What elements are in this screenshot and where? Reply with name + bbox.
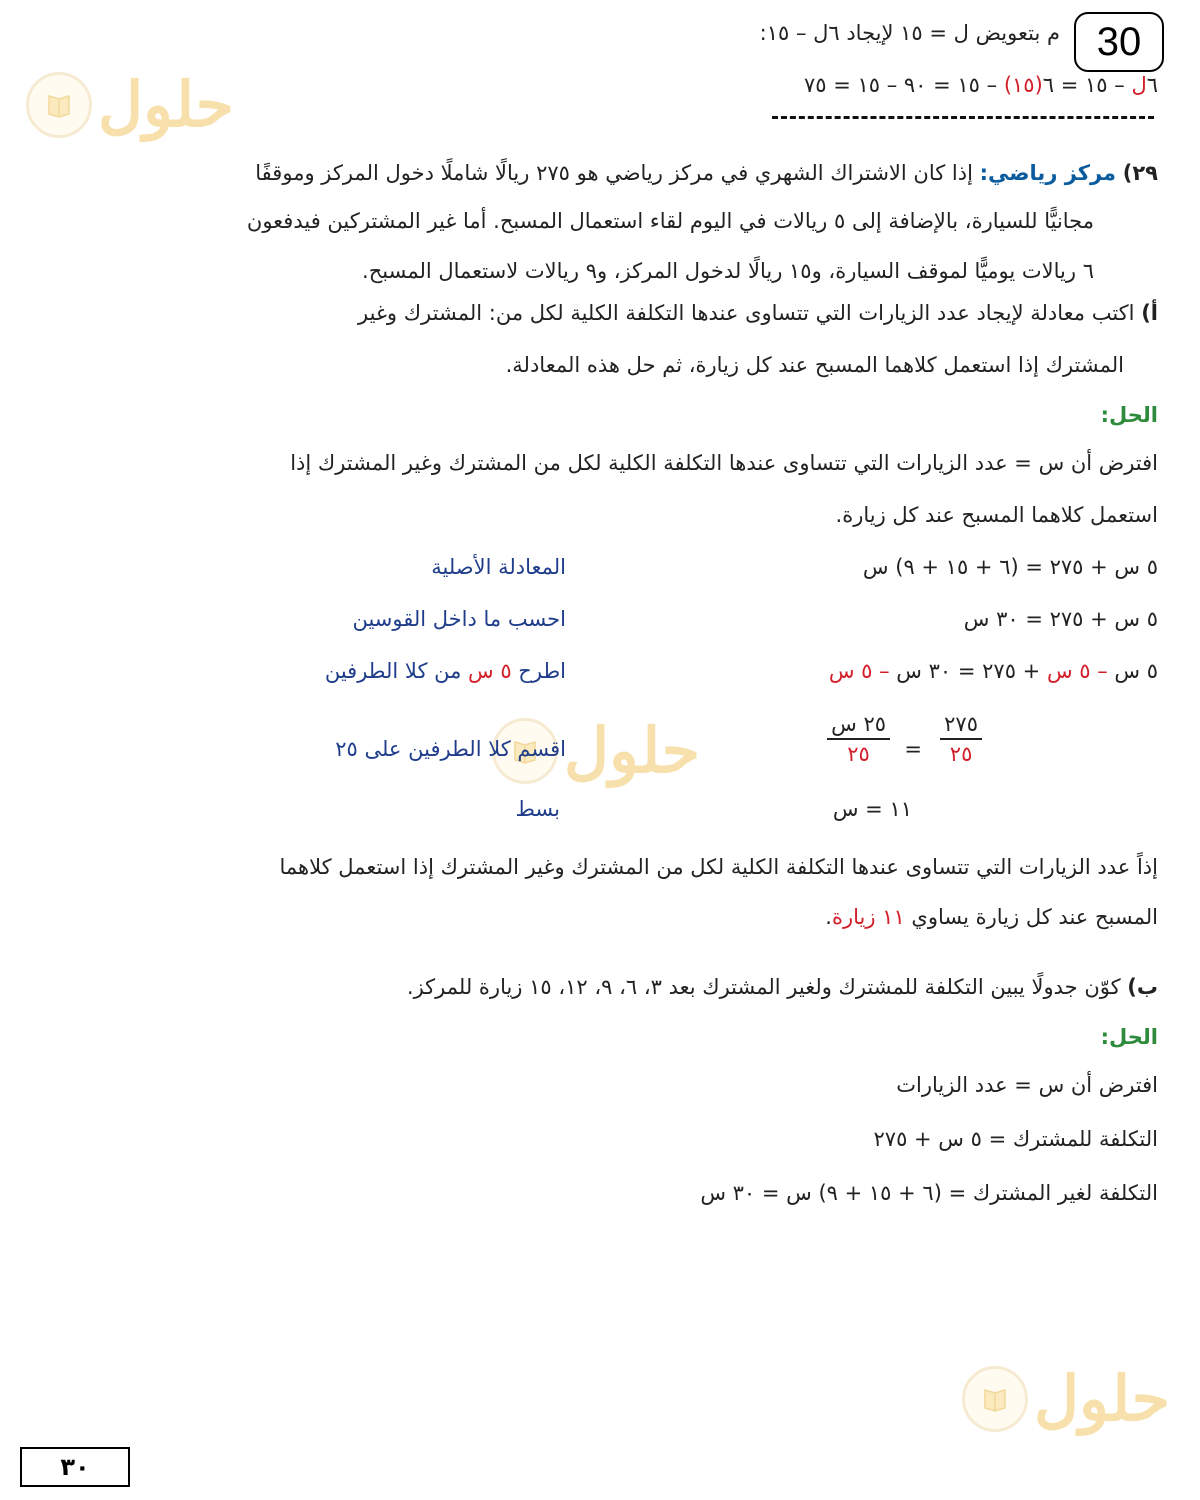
dashed-divider (772, 116, 1154, 119)
part-a-solution-label: الحل: (1100, 403, 1158, 427)
step-3-note (325, 656, 566, 686)
step-5-equation: ١١ = س (832, 797, 912, 821)
part-a-text-2: المشترك إذا استعمل كلاهما المسبح عند كل زيارة، ثم حل هذه المعادلة. (505, 353, 1124, 377)
top-line-2-coef: ٦ (1146, 73, 1158, 97)
step-1-equation: ٥ س + ٢٧٥ = (٦ + ١٥ + ٩) س (862, 555, 1158, 579)
step-4-note: اقسم كلا الطرفين على ٢٥ (335, 737, 566, 761)
step-3-eq-red-2: – ٥ س (828, 659, 890, 683)
step-4-equals: = (904, 737, 922, 761)
part-a-line-1 (358, 298, 1158, 328)
top-line-2-red-l: ل (1131, 73, 1147, 97)
watermark-text: حلول (564, 714, 700, 787)
top-line-2-red: (١٥) (1003, 73, 1043, 97)
part-b-solution-label: الحل: (1100, 1025, 1158, 1049)
step-2-equation: ٥ س + ٢٧٥ = ٣٠ س (963, 607, 1158, 631)
watermark-text: حلول (1034, 1362, 1170, 1435)
part-a-label: أ) (1141, 301, 1158, 325)
conclusion-text-b: . (825, 905, 832, 929)
step-2-note: احسب ما داخل القوسين (352, 607, 566, 631)
step-3-eq-b: + ٢٧٥ = ٣٠ س (889, 659, 1047, 683)
problem-text-1: إذا كان الاشتراك الشهري في مركز رياضي هو ٢٧٥ ريالًا شاملًا دخول المركز وموقفًا (255, 161, 973, 185)
top-line-2 (804, 70, 1158, 100)
part-a-assume-2: استعمل كلاهما المسبح عند كل زيارة. (835, 503, 1158, 527)
step-3-note-red: ٥ س (468, 659, 512, 683)
step-3-equation (829, 656, 1158, 686)
watermark-top-left (26, 68, 234, 141)
step-4-right-fraction (827, 712, 890, 766)
step-3-note-a: اطرح (511, 659, 566, 683)
fraction-denominator: ٢٥ (949, 742, 973, 766)
part-b-line-1: افترض أن س = عدد الزيارات (896, 1073, 1158, 1097)
fraction-numerator: ٢٧٥ (944, 712, 978, 736)
top-line-2-suffix: – ١٥ = ٩٠ – ١٥ = ٧٥ (803, 73, 1004, 97)
part-b-label: ب) (1127, 975, 1158, 999)
footer-page-number: ٣٠ (20, 1447, 130, 1487)
part-b-line-3: التكلفة لغير المشترك = (٦ + ١٥ + ٩) س = ٣٠ س (700, 1181, 1158, 1205)
page-number-badge: 30 (1074, 12, 1164, 72)
book-icon (962, 1366, 1028, 1432)
step-3-eq-red-1: – ٥ س (1046, 659, 1108, 683)
fraction-denominator: ٢٥ (847, 742, 870, 766)
top-line-1: م بتعويض ل = ١٥ لإيجاد ٦ل – ١٥: (759, 21, 1060, 45)
fraction-numerator: ٢٥ س (831, 712, 886, 736)
watermark-bottom-right (962, 1362, 1170, 1435)
watermark-text: حلول (98, 68, 234, 141)
step-5-note: بسط (515, 797, 560, 821)
conclusion-text-a: المسبح عند كل زيارة يساوي (904, 905, 1158, 929)
part-b-text: كوّن جدولًا يبين التكلفة للمشترك ولغير المشترك بعد ٣، ٦، ٩، ١٢، ١٥ زيارة للمركز. (406, 975, 1121, 999)
step-3-eq-a: ٥ س (1107, 659, 1158, 683)
top-line-2-prefix-rest: – ١٥ = ٦ (1042, 73, 1132, 97)
book-icon (26, 72, 92, 138)
conclusion-line-1: إذاً عدد الزيارات التي تتساوى عندها التكلفة الكلية لكل من المشترك وغير المشترك إذا استعمل كلاهما (279, 855, 1158, 879)
part-a-text-1: اكتب معادلة لإيجاد عدد الزيارات التي تتساوى عندها التكلفة الكلية لكل من: المشترك وغير (358, 301, 1135, 325)
problem-text-3: ٦ ريالات يوميًّا لموقف السيارة، و١٥ ريالًا لدخول المركز، و٩ ريالات لاستعمال المسبح. (362, 259, 1094, 283)
conclusion-answer: ١١ زيارة (831, 905, 905, 929)
part-a-assume-1: افترض أن س = عدد الزيارات التي تتساوى عندها التكلفة الكلية لكل من المشترك وغير المشترك إذا (290, 451, 1158, 475)
step-4-left-fraction (940, 712, 982, 766)
problem-label: مركز رياضي: (979, 161, 1117, 185)
part-b-line (407, 972, 1158, 1002)
step-3-note-b: من كلا الطرفين (324, 659, 469, 683)
problem-number: ٢٩) (1122, 161, 1158, 185)
problem-text-2: مجانيًّا للسيارة، بالإضافة إلى ٥ ريالات في اليوم لقاء استعمال المسبح. أما غير المشتركين فيدفعون (246, 209, 1094, 233)
conclusion-line-2 (825, 902, 1158, 932)
step-1-note: المعادلة الأصلية (431, 555, 566, 579)
part-b-line-2: التكلفة للمشترك = ٥ س + ٢٧٥ (873, 1127, 1158, 1151)
top-line-2-prefix (1043, 73, 1158, 97)
problem-line-1 (255, 158, 1158, 188)
